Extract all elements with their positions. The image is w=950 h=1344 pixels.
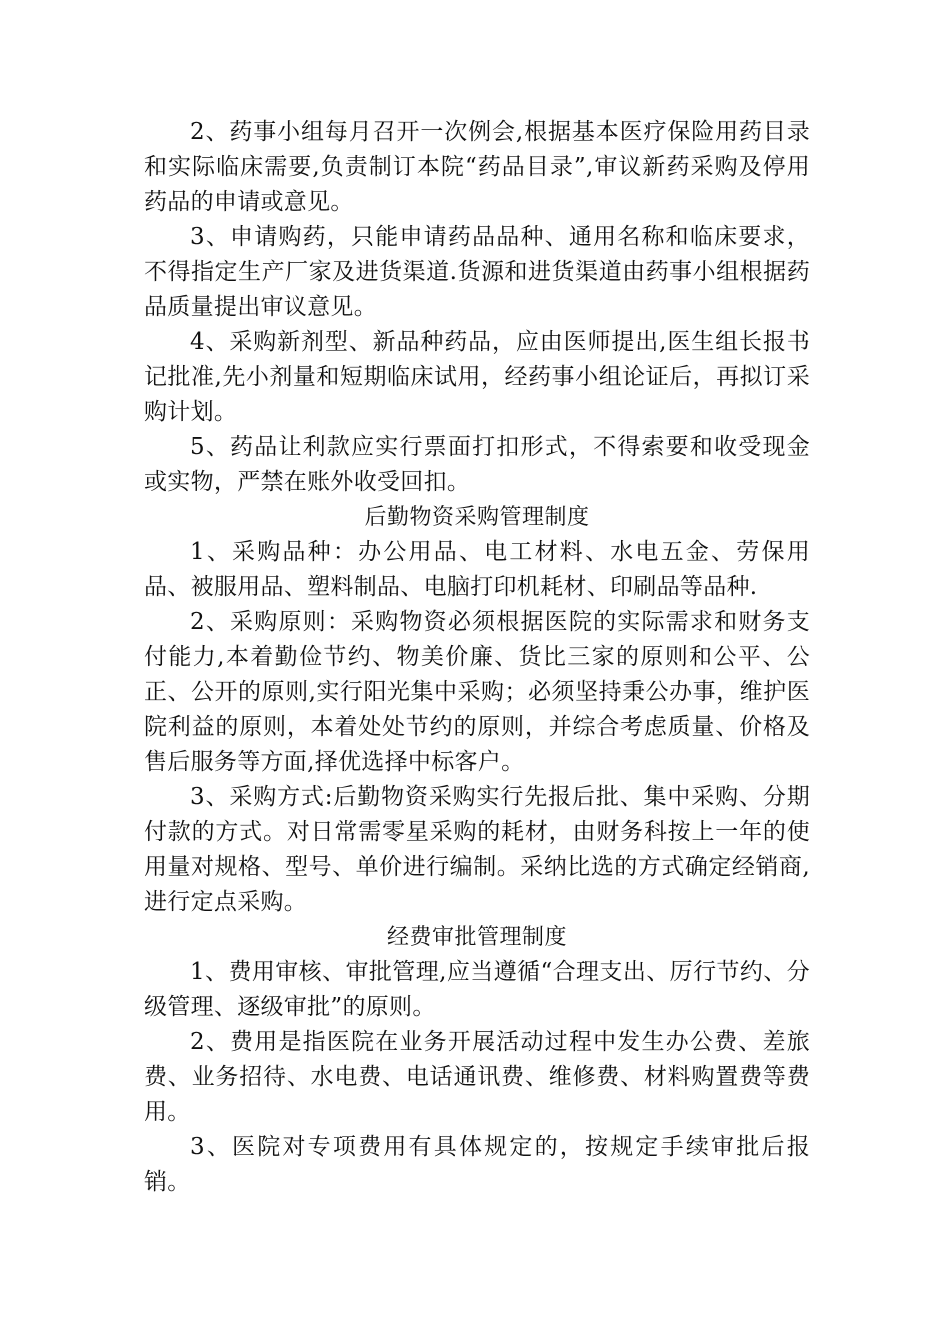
- paragraph-procurement-principles: 2、采购原则：采购物资必须根据医院的实际需求和财务支付能力,本着勤俭节约、物美价廉、货比三家的原则和公平、公正、公开的原则,实行阳光集中采购；必须坚持秉公办事，维护医院利益的原则，本着处处节约的原则，并综合考虑质量、价格及售后服务等方面,择优选择中标客户。: [144, 609, 810, 775]
- paragraph-expense-definition: 2、费用是指医院在业务开展活动过程中发生办公费、差旅费、业务招待、水电费、电话通讯费、维修费、材料购置费等费用。: [144, 1029, 810, 1125]
- paragraph-special-expense: 3、医院对专项费用有具体规定的，按规定手续审批后报销。: [144, 1134, 810, 1195]
- paragraph-procurement-method: 3、采购方式:后勤物资采购实行先报后批、集中采购、分期付款的方式。对日常需零星采购的耗材，由财务科按上一年的使用量对规格、型号、单价进行编制。采纳比选的方式确定经销商,进行定点采购。: [144, 784, 810, 915]
- paragraph-procurement-categories: 1、采购品种：办公用品、电工材料、水电五金、劳保用品、被服用品、塑料制品、电脑打印机耗材、印刷品等品种.: [144, 539, 810, 600]
- paragraph-drug-purchase-request: 3、申请购药，只能申请药品品种、通用名称和临床要求，不得指定生产厂家及进货渠道.货源和进货渠道由药事小组根据药品质量提出审议意见。: [144, 224, 810, 320]
- paragraph-drug-rebate: 5、药品让利款应实行票面打扣形式，不得索要和收受现金或实物，严禁在账外收受回扣。: [144, 434, 810, 495]
- document-body: [144, 115, 810, 1200]
- paragraph-drug-committee-meeting: 2、药事小组每月召开一次例会,根据基本医疗保险用药目录和实际临床需要,负责制订本院“药品目录”,审议新药采购及停用药品的申请或意见。: [144, 119, 810, 215]
- paragraph-new-drug-purchase: 4、采购新剂型、新品种药品，应由医师提出,医生组长报书记批准,先小剂量和短期临床试用，经药事小组论证后，再拟订采购计划。: [144, 329, 810, 425]
- heading-logistics-procurement: 后勤物资采购管理制度: [364, 505, 590, 530]
- heading-expense-approval: 经费审批管理制度: [386, 925, 567, 950]
- paragraph-expense-review: 1、费用审核、审批管理,应当遵循“合理支出、厉行节约、分级管理、逐级审批”的原则。: [144, 959, 810, 1020]
